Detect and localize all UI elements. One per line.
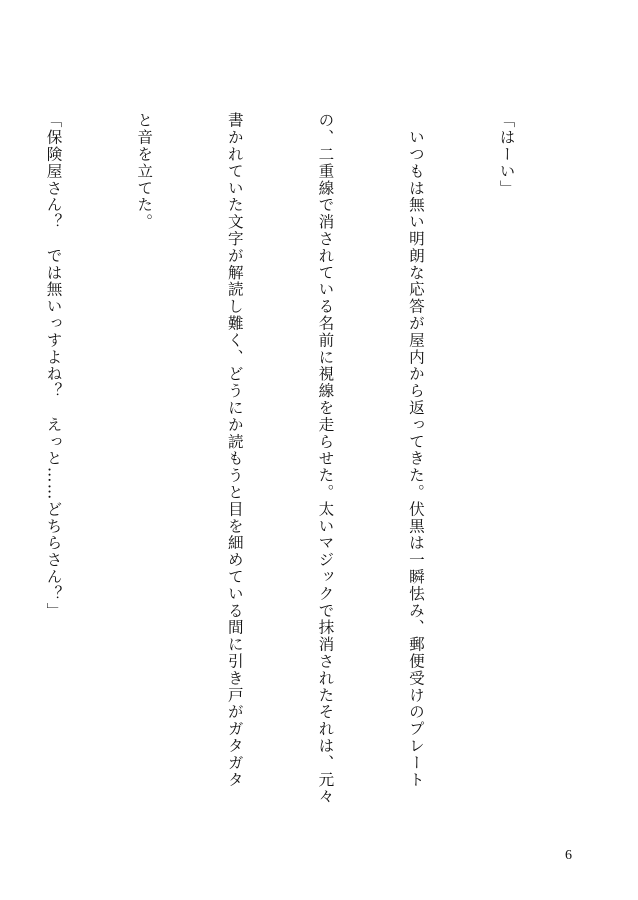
text-line: 「保険屋さん？ では無いっすよね？ えっと……どちらさん？」: [44, 112, 63, 619]
text-line: いつもは無い明朗な応答が屋内から返ってきた。伏黒は一瞬怯み、郵便受けのプレート: [406, 112, 425, 788]
text-line: と音を立てた。: [135, 112, 154, 231]
text-line: 「はーい」: [497, 112, 516, 197]
text-line: の、二重線で消されている名前に視線を走らせた。太いマジックで抹消されたそれは、元々: [316, 112, 335, 805]
vertical-text-body: [0, 112, 582, 812]
page-number: 6: [565, 848, 572, 863]
text-line: 書かれていた文字が解読し難く、どうにか読もうと目を細めている間に引き戸がガタガタ: [225, 112, 244, 788]
